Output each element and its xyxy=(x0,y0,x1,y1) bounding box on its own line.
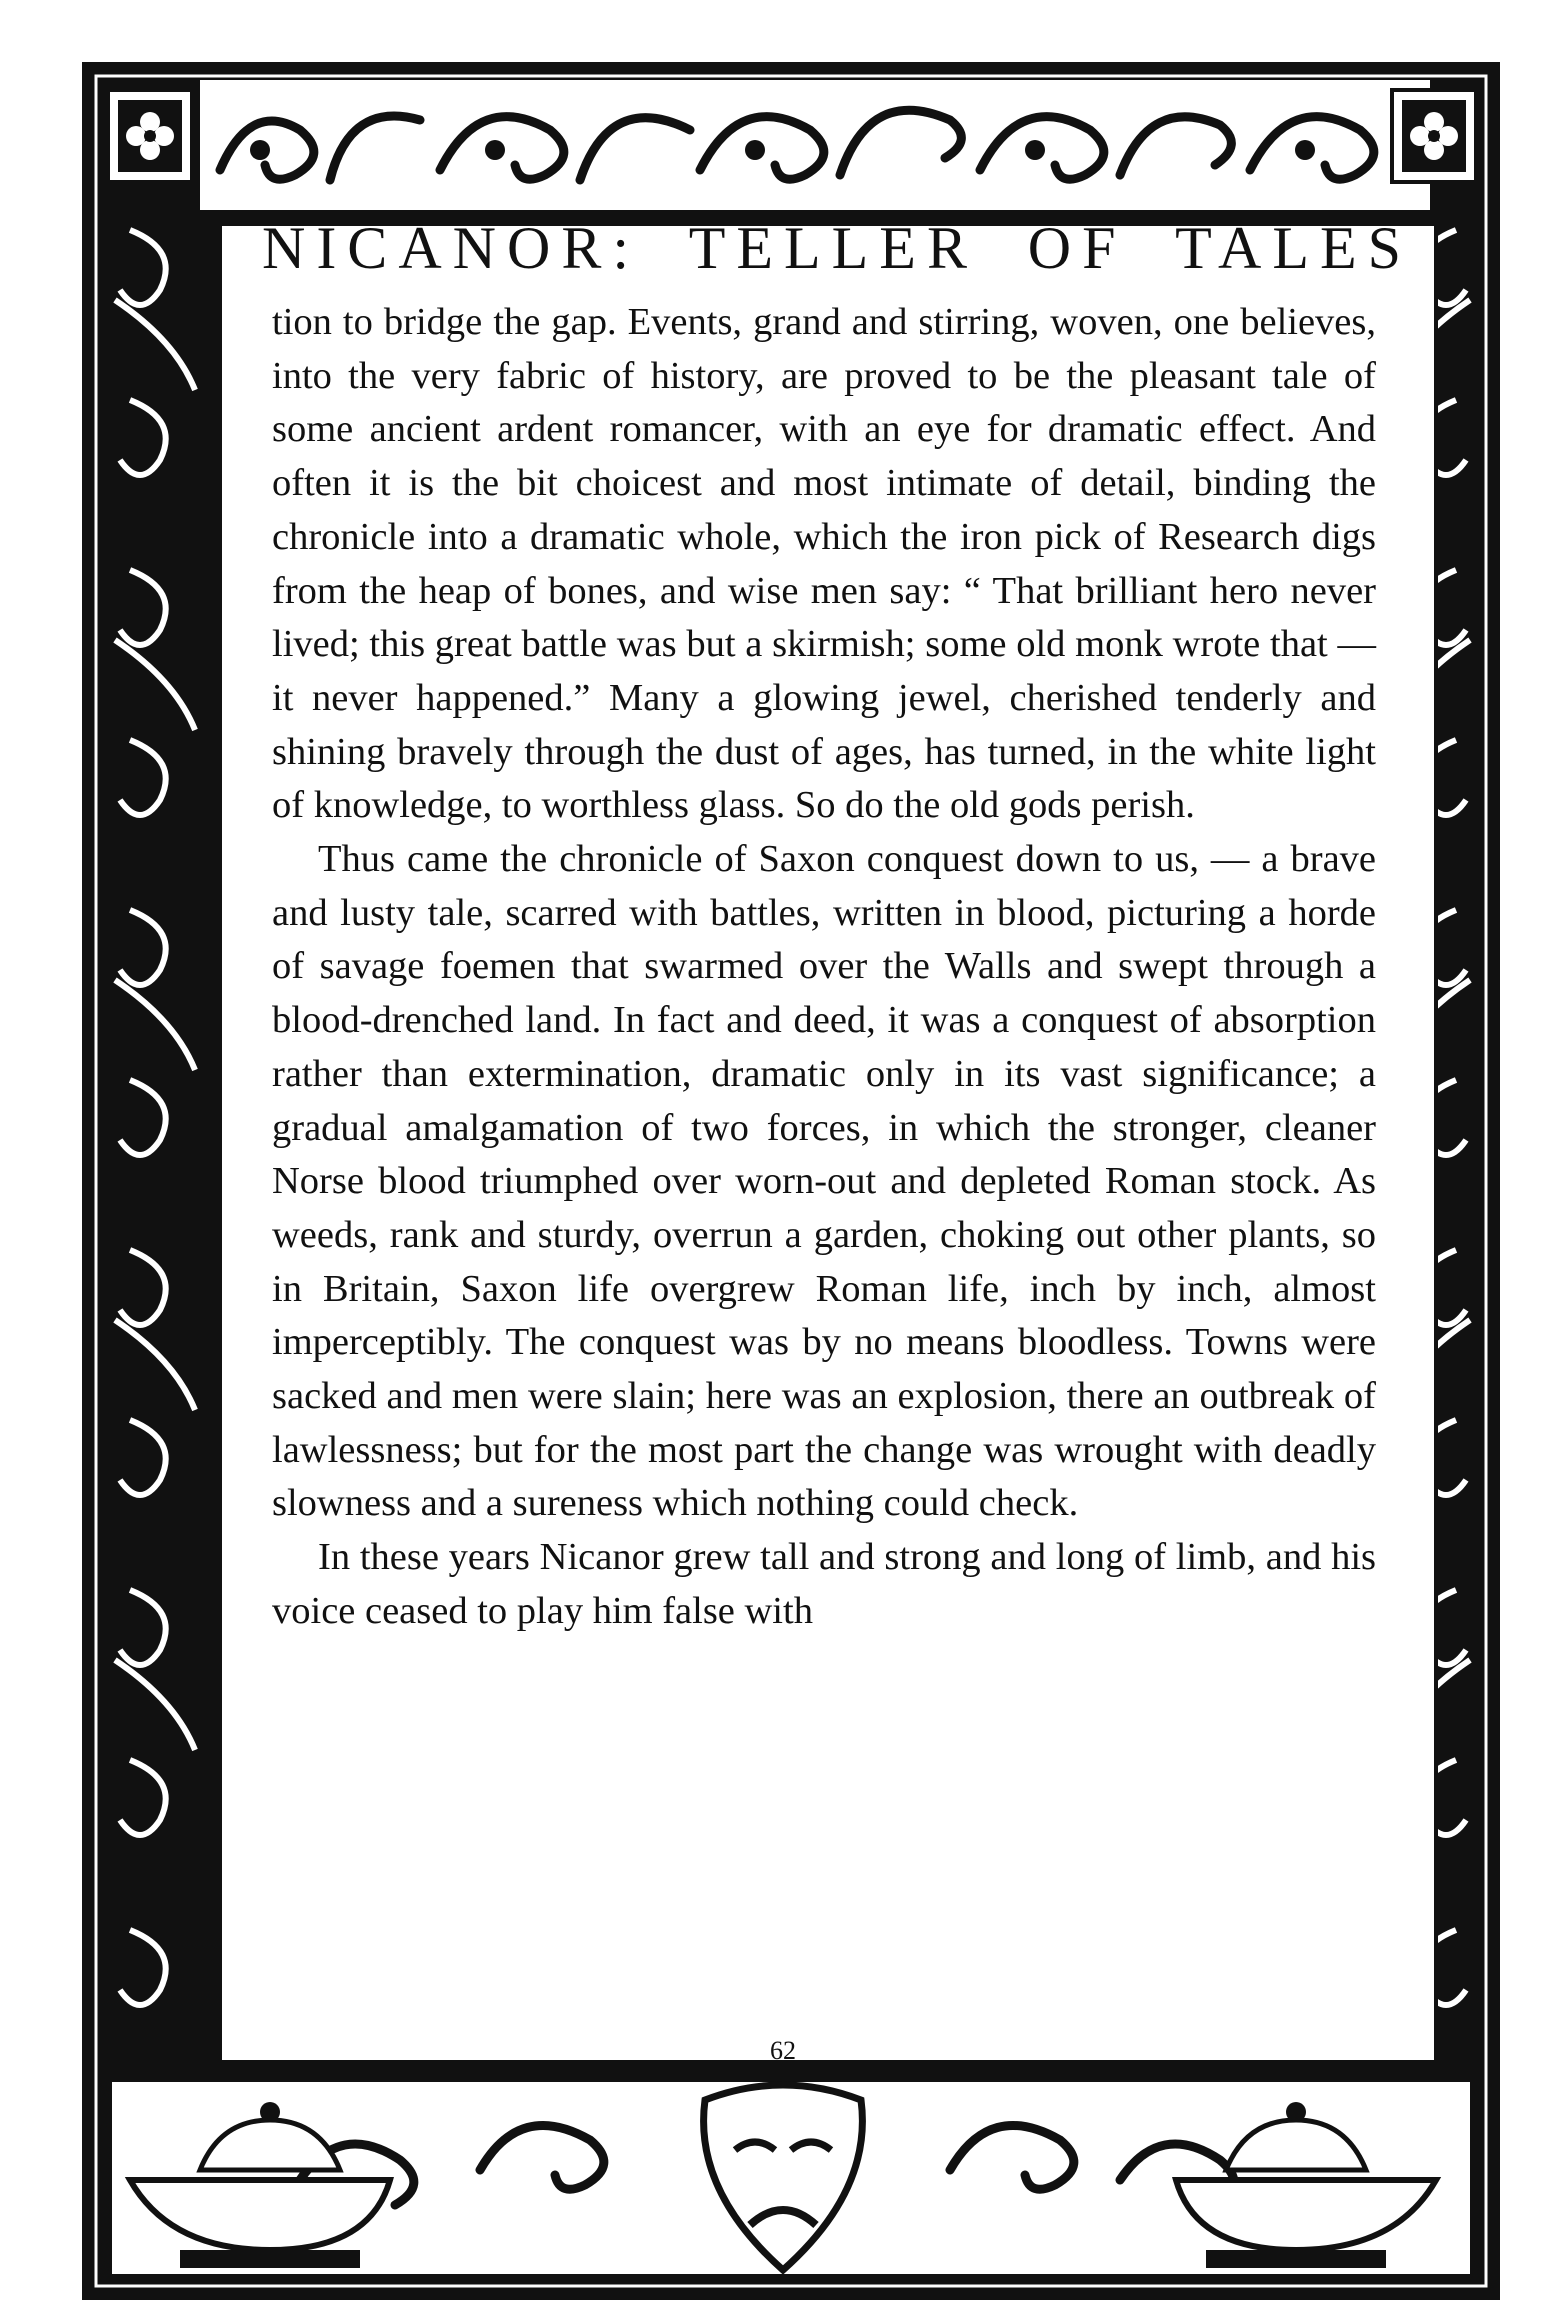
top-left-flower-ornament xyxy=(108,90,192,182)
bottom-lamp-and-mask-ornament xyxy=(110,2080,1472,2276)
body-text xyxy=(272,296,1376,1639)
paragraph-1: tion to bridge the gap. Events, grand and stirring, woven, one believes, into the very fabric of history, are proved to be the pleasant tale of some ancient ardent romancer, with an eye for dramatic effect. And often it is the bit choicest and most intimate of detail, binding the chronicle into a dramatic whole, which the iron pick of Research digs from the heap of bones, and wise men say: “ That brilliant hero never lived; this great battle was but a skirmish; some old monk wrote that — it never happened.” Many a glowing jewel, cherished tenderly and shining bravely through the dust of ages, has turned, in the white light of knowledge, to worthless glass. So do the old gods perish. xyxy=(272,301,1376,827)
paragraph-2: Thus came the chronicle of Saxon conquest down to us, — a brave and lusty tale, scarred with battles, written in blood, picturing a horde of savage foemen that swarmed over the Walls and swept through a blood-drenched land. In fact and deed, it was a conquest of absorption rather than extermination, dramatic only in its vast significance; a gradual amalgamation of two forces, in which the stronger, cleaner Norse blood triumphed over worn-out and depleted Roman stock. As weeds, rank and sturdy, overrun a garden, choking out other plants, so in Britain, Saxon life overgrew Roman life, inch by inch, almost imperceptibly. The conquest was by no means bloodless. Towns were sacked and men were slain; here was an explosion, there an outbreak of lawlessness; but for the most part the change was wrought with deadly slowness and a sureness which nothing could check. xyxy=(272,838,1376,1525)
running-head: NICANOR: TELLER OF TALES xyxy=(262,215,1412,281)
page-number: 62 xyxy=(770,2036,796,2065)
top-right-flower-ornament xyxy=(1392,90,1476,182)
top-scroll-ornament xyxy=(200,80,1430,210)
paragraph-3: In these years Nicanor grew tall and strong and long of limb, and his voice ceased to play him false with xyxy=(272,1536,1376,1632)
